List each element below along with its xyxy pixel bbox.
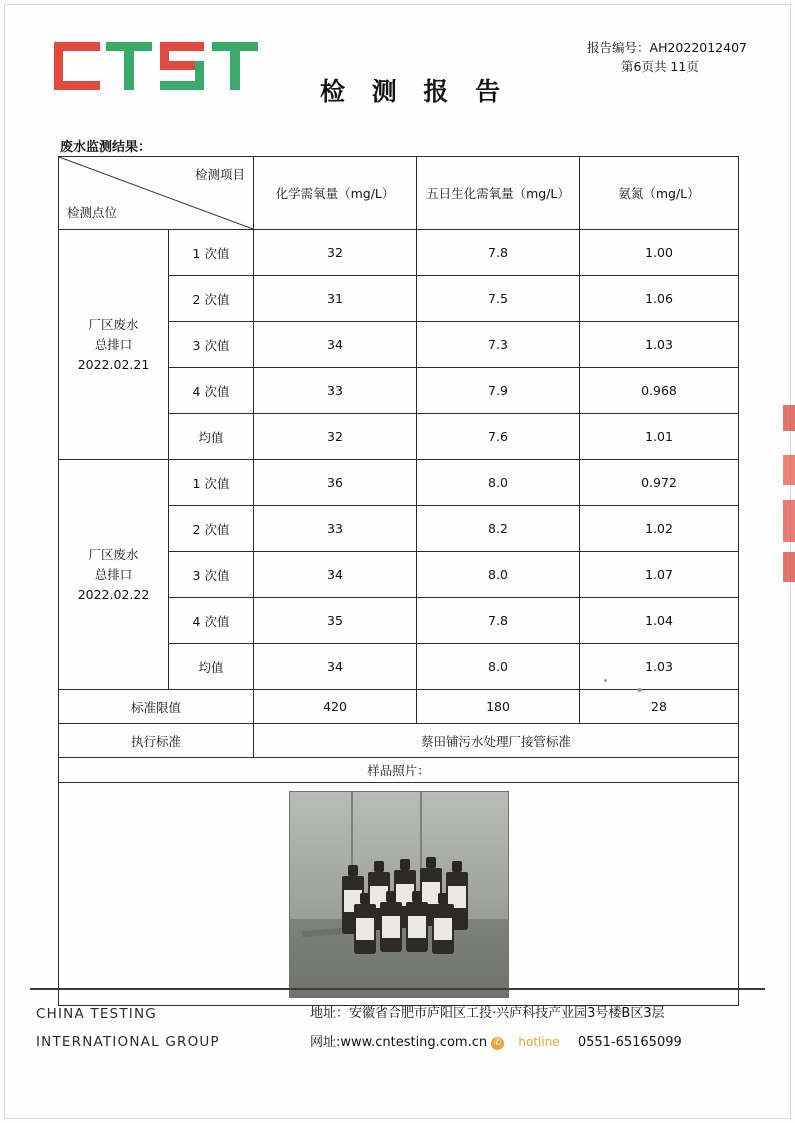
sample-photo-row bbox=[59, 783, 739, 1006]
hotline-icon: ✆ bbox=[491, 1037, 504, 1050]
standard-limit-label: 标准限值 bbox=[59, 690, 254, 724]
executed-standard-value: 蔡田铺污水处理厂接管标准 bbox=[254, 724, 739, 758]
report-number-label: 报告编号： bbox=[587, 40, 650, 55]
sample-photo-label: 样品照片： bbox=[59, 758, 739, 783]
row-label: 2 次值 bbox=[169, 506, 254, 552]
cell-value: 8.0 bbox=[417, 644, 580, 690]
row-label: 1 次值 bbox=[169, 230, 254, 276]
page-edge-mark bbox=[783, 405, 795, 431]
sample-bottle bbox=[380, 902, 402, 952]
cell-value: 0.968 bbox=[580, 368, 739, 414]
site-line: 总排口 bbox=[94, 566, 133, 582]
sample-photo bbox=[289, 791, 509, 998]
cell-value: 1.01 bbox=[580, 414, 739, 460]
corner-label-item: 检测项目 bbox=[194, 167, 245, 182]
sample-photo-label-row bbox=[59, 758, 739, 783]
cell-value: 0.972 bbox=[580, 460, 739, 506]
cell-value: 8.0 bbox=[417, 552, 580, 598]
site-line: 2022.02.22 bbox=[77, 586, 150, 602]
cell-value: 7.9 bbox=[417, 368, 580, 414]
phone-number: 0551-65165099 bbox=[577, 1035, 682, 1050]
column-header-cod: 化学需氧量（mg/L） bbox=[254, 157, 417, 230]
column-header-ammonia: 氨氮（mg/L） bbox=[580, 157, 739, 230]
wastewater-results-table bbox=[58, 156, 738, 1006]
sample-bottle bbox=[406, 902, 428, 952]
cell-value: 1.06 bbox=[580, 276, 739, 322]
cell-value: 7.8 bbox=[417, 230, 580, 276]
row-label: 3 次值 bbox=[169, 322, 254, 368]
cell-value: 420 bbox=[254, 690, 417, 724]
company-name-line2: INTERNATIONAL GROUP bbox=[36, 1034, 220, 1050]
company-name-line1: CHINA TESTING bbox=[36, 1006, 157, 1022]
cell-value: 7.5 bbox=[417, 276, 580, 322]
cell-value: 32 bbox=[254, 230, 417, 276]
section-title: 废水监测结果： bbox=[60, 140, 152, 155]
cell-value: 34 bbox=[254, 552, 417, 598]
row-label: 4 次值 bbox=[169, 598, 254, 644]
report-number-value: AH2022012407 bbox=[649, 40, 747, 55]
cell-value: 34 bbox=[254, 322, 417, 368]
footer-divider bbox=[30, 988, 765, 990]
column-header-bod5: 五日生化需氧量（mg/L） bbox=[417, 157, 580, 230]
cell-value: 8.2 bbox=[417, 506, 580, 552]
table-header-row bbox=[59, 157, 739, 230]
cell-value: 1.02 bbox=[580, 506, 739, 552]
row-label: 均值 bbox=[169, 414, 254, 460]
cell-value: 7.8 bbox=[417, 598, 580, 644]
corner-label-site: 检测点位 bbox=[67, 205, 118, 220]
cell-value: 180 bbox=[417, 690, 580, 724]
address-line: 地址：安徽省合肥市庐阳区工投·兴庐科技产业园3号楼B区3层 bbox=[310, 1006, 665, 1021]
site-line: 厂区废水 bbox=[88, 316, 139, 332]
row-label: 4 次值 bbox=[169, 368, 254, 414]
cell-value: 36 bbox=[254, 460, 417, 506]
cell-value: 32 bbox=[254, 414, 417, 460]
cell-value: 31 bbox=[254, 276, 417, 322]
executed-standard-label: 执行标准 bbox=[59, 724, 254, 758]
row-label: 均值 bbox=[169, 644, 254, 690]
report-number-block bbox=[587, 38, 747, 76]
sample-bottle bbox=[432, 904, 454, 954]
row-label: 3 次值 bbox=[169, 552, 254, 598]
cell-value: 1.03 bbox=[580, 644, 739, 690]
page-edge-mark bbox=[783, 552, 795, 582]
table-row bbox=[59, 460, 739, 506]
cell-value: 34 bbox=[254, 644, 417, 690]
hotline-label: hotline bbox=[518, 1035, 560, 1049]
executed-standard-row bbox=[59, 724, 739, 758]
site-line: 2022.02.21 bbox=[77, 356, 150, 372]
scan-speck bbox=[637, 688, 642, 692]
page-edge-mark bbox=[783, 500, 795, 542]
document-header bbox=[0, 0, 795, 110]
site-line: 总排口 bbox=[94, 336, 133, 352]
ctst-logo-icon bbox=[54, 42, 269, 90]
table-row bbox=[59, 230, 739, 276]
page-title: 检 测 报 告 bbox=[320, 77, 510, 106]
scan-speck bbox=[604, 679, 607, 682]
document-footer bbox=[0, 994, 795, 1084]
table-corner-cell bbox=[59, 157, 254, 230]
row-label: 1 次值 bbox=[169, 460, 254, 506]
site-line: 厂区废水 bbox=[88, 546, 139, 562]
contact-info bbox=[310, 1000, 682, 1057]
cell-value: 35 bbox=[254, 598, 417, 644]
cell-value: 33 bbox=[254, 506, 417, 552]
cell-value: 1.03 bbox=[580, 322, 739, 368]
cell-value: 1.07 bbox=[580, 552, 739, 598]
cell-value: 7.6 bbox=[417, 414, 580, 460]
cell-value: 28 bbox=[580, 690, 739, 724]
cell-value: 7.3 bbox=[417, 322, 580, 368]
cell-value: 1.00 bbox=[580, 230, 739, 276]
company-name bbox=[36, 1000, 220, 1056]
site-cell-group1 bbox=[59, 230, 169, 460]
row-label: 2 次值 bbox=[169, 276, 254, 322]
cell-value: 33 bbox=[254, 368, 417, 414]
page-indicator: 第6页共 11页 bbox=[621, 59, 699, 74]
site-cell-group2 bbox=[59, 460, 169, 690]
cell-value: 8.0 bbox=[417, 460, 580, 506]
sample-bottle bbox=[354, 904, 376, 954]
cell-value: 1.04 bbox=[580, 598, 739, 644]
standard-limit-row bbox=[59, 690, 739, 724]
page-edge-mark bbox=[783, 455, 795, 485]
website-line[interactable]: 网址:www.cntesting.com.cn bbox=[310, 1035, 488, 1050]
